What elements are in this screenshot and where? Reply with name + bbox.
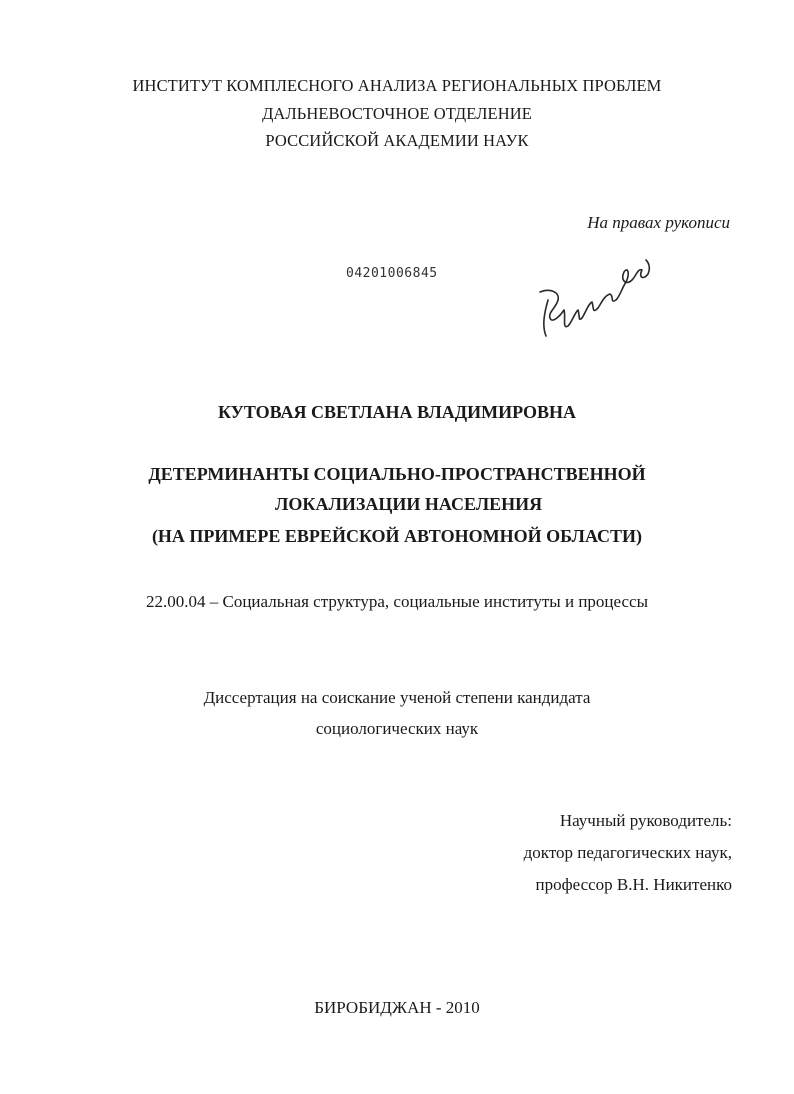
title-line-1: ДЕТЕРМИНАНТЫ СОЦИАЛЬНО-ПРОСТРАНСТВЕННОЙ bbox=[148, 464, 646, 484]
title-line-2: ЛОКАЛИЗАЦИИ НАСЕЛЕНИЯ bbox=[275, 494, 543, 514]
institute-line-2: ДАЛЬНЕВОСТОЧНОЕ ОТДЕЛЕНИЕ bbox=[262, 104, 532, 123]
footer-city-year: БИРОБИДЖАН - 2010 bbox=[314, 998, 480, 1017]
supervisor-degree: доктор педагогических наук, bbox=[523, 843, 732, 862]
dissertation-line-1: Диссертация на соискание ученой степени кандидата bbox=[203, 688, 591, 707]
title-line-3: (НА ПРИМЕРЕ ЕВРЕЙСКОЙ АВТОНОМНОЙ ОБЛАСТИ) bbox=[151, 526, 643, 546]
supervisor-label: Научный руководитель: bbox=[559, 811, 732, 830]
specialty: 22.00.04 – Социальная структура, социальные институты и процессы bbox=[145, 592, 648, 611]
institute-line-1: ИНСТИТУТ КОМПЛЕСНОГО АНАЛИЗА РЕГИОНАЛЬНЫХ ПРОБЛЕМ bbox=[132, 76, 662, 95]
serial-number: 04201006845 bbox=[346, 266, 438, 281]
institute-line-3: РОССИЙСКОЙ АКАДЕМИИ НАУК bbox=[265, 131, 529, 150]
author-name: КУТОВАЯ СВЕТЛАНА ВЛАДИМИРОВНА bbox=[217, 402, 577, 422]
supervisor-name: профессор В.Н. Никитенко bbox=[535, 875, 732, 894]
signature-image bbox=[530, 252, 660, 342]
manuscript-rights: На правах рукописи bbox=[587, 213, 730, 232]
signature-label: Кутовая bbox=[530, 252, 534, 253]
dissertation-line-2: социологических наук bbox=[315, 719, 479, 738]
